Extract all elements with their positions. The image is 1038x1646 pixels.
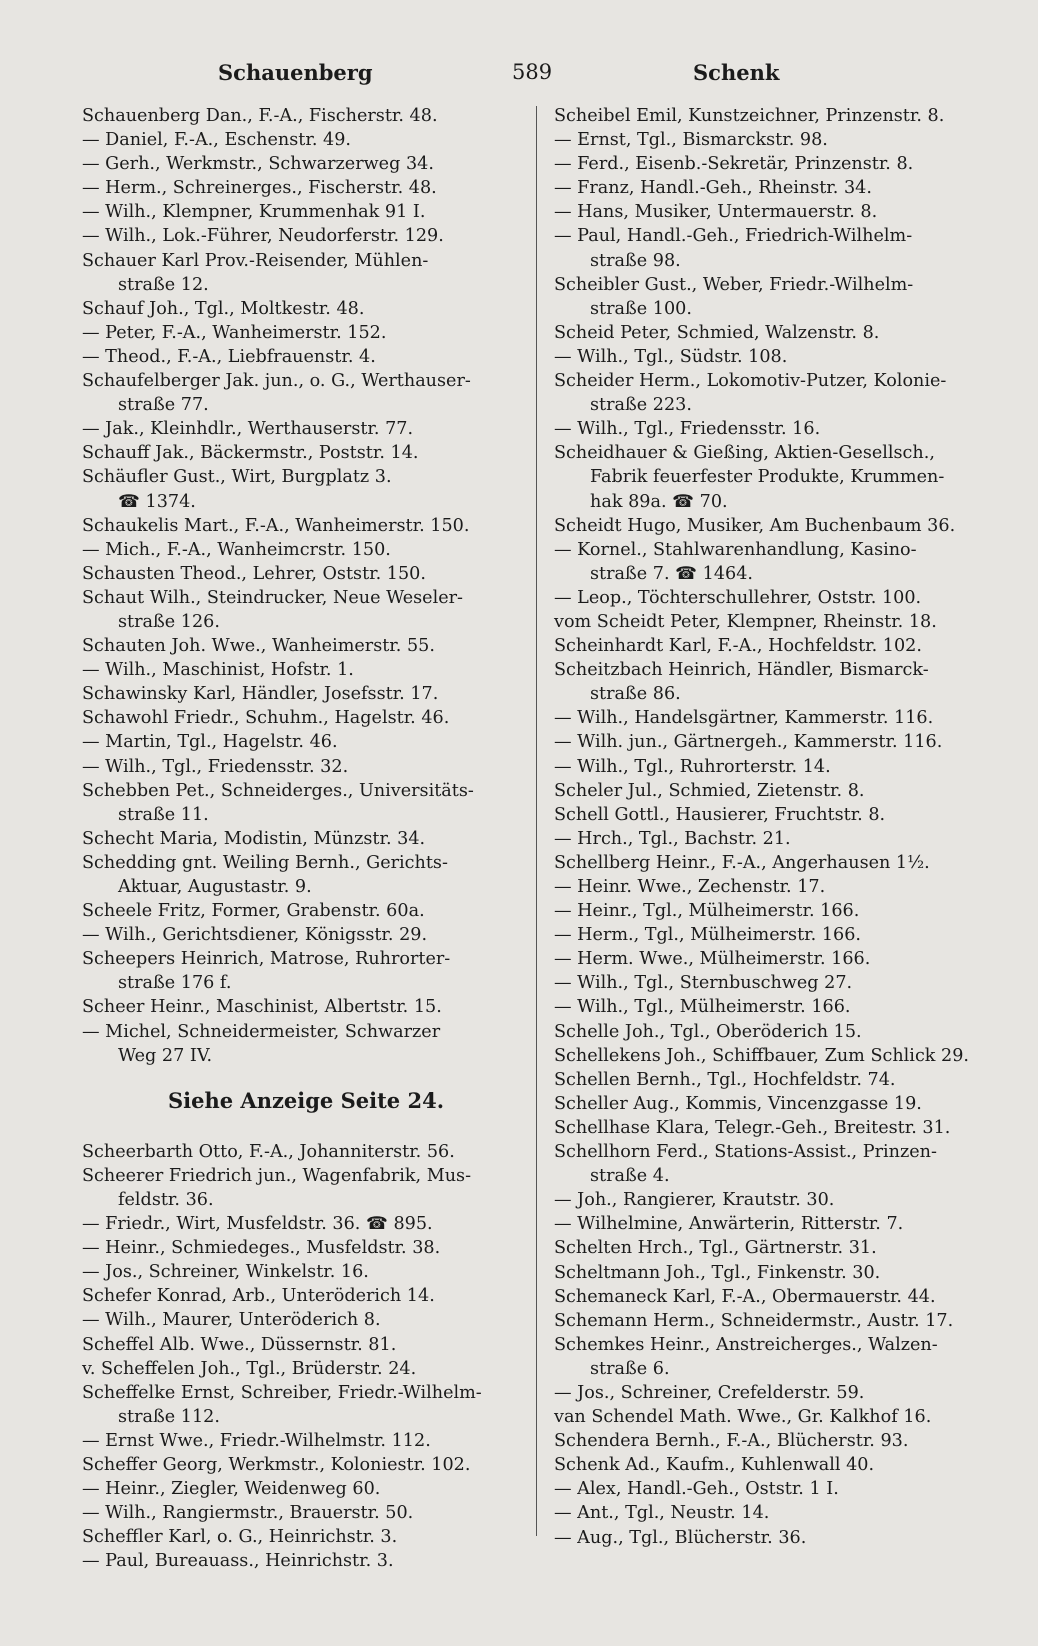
entry-continuation: straße 7. ☎ 1464. [590,563,754,584]
directory-entry: — Wilh., Tgl., Mülheimerstr. 166. [554,997,851,1018]
directory-entry: — Paul, Bureauass., Heinrichstr. 3. [82,1551,394,1572]
directory-entry: Schaufelberger Jak. jun., o. G., Werthauser- [82,371,471,392]
directory-entry: Schausten Theod., Lehrer, Oststr. 150. [82,563,426,584]
directory-entry: Schäufler Gust., Wirt, Burgplatz 3. [82,467,392,488]
directory-entry: Schecht Maria, Modistin, Münzstr. 34. [82,828,426,849]
directory-entry: Schebben Pet., Schneiderges., Universitäts- [82,780,474,801]
directory-entry: Schemann Herm., Schneidermstr., Austr. 17. [554,1310,954,1331]
directory-entry: — Hans, Musiker, Untermauerstr. 8. [554,202,878,223]
running-head-right: Schenk [693,60,780,85]
directory-entry: — Herm., Tgl., Mülheimerstr. 166. [554,925,861,946]
directory-entry: — Jos., Schreiner, Winkelstr. 16. [82,1262,369,1283]
directory-entry: Scheffer Georg, Werkmstr., Koloniestr. 102. [82,1454,471,1475]
entry-continuation: Fabrik feuerfester Produkte, Krummen- [590,467,945,488]
directory-entry: Scheid Peter, Schmied, Walzenstr. 8. [554,322,880,343]
directory-entry: — Wilh., Tgl., Südstr. 108. [554,346,788,367]
directory-entry: Schawinsky Karl, Händler, Josefsstr. 17. [82,684,439,705]
directory-entry: — Martin, Tgl., Hagelstr. 46. [82,732,338,753]
directory-entry: — Wilh., Maurer, Unteröderich 8. [82,1310,381,1331]
directory-entry: — Jak., Kleinhdlr., Werthauserstr. 77. [82,419,414,440]
directory-entry: Schefer Konrad, Arb., Unteröderich 14. [82,1286,435,1307]
directory-entry: Schellberg Heinr., F.-A., Angerhausen 1½. [554,852,930,873]
directory-entry: Scheltmann Joh., Tgl., Finkenstr. 30. [554,1262,881,1283]
directory-entry: Scheibler Gust., Weber, Friedr.-Wilhelm- [554,274,914,295]
directory-entry: Scheidt Hugo, Musiker, Am Buchenbaum 36. [554,515,956,536]
directory-entry: Scheider Herm., Lokomotiv-Putzer, Kolonie- [554,371,947,392]
directory-entry: — Wilh., Rangiermstr., Brauerstr. 50. [82,1503,414,1524]
directory-entry: Schemaneck Karl, F.-A., Obermauerstr. 44. [554,1286,936,1307]
directory-entry: — Kornel., Stahlwarenhandlung, Kasino- [554,539,917,560]
directory-entry: — Jos., Schreiner, Crefelderstr. 59. [554,1382,865,1403]
left-entries-continued [82,1140,530,1574]
entry-continuation: feldstr. 36. [118,1189,214,1210]
running-head-left: Schauenberg [218,60,373,85]
directory-entry: vom Scheidt Peter, Klempner, Rheinstr. 18. [554,611,937,632]
directory-entry: — Theod., F.-A., Liebfrauenstr. 4. [82,346,376,367]
directory-entry: — Wilh., Maschinist, Hofstr. 1. [82,660,354,681]
entry-continuation: Aktuar, Augustastr. 9. [118,877,312,897]
directory-entry: — Heinr., Schmiedeges., Musfeldstr. 38. [82,1238,441,1259]
directory-entry: Schellekens Joh., Schiffbauer, Zum Schlick 29. [554,1045,970,1066]
directory-entry: — Michel, Schneidermeister, Schwarzer [82,1021,441,1042]
entry-continuation: straße 176 f. [118,973,232,994]
directory-entry: Schellhase Klara, Telegr.-Geh., Breitestr. 31. [554,1117,951,1138]
entry-continuation: straße 86. [590,684,681,705]
entry-continuation: straße 12. [118,274,209,295]
directory-entry: — Wilh., Tgl., Ruhrorterstr. 14. [554,756,831,777]
directory-entry: — Friedr., Wirt, Musfeldstr. 36. ☎ 895. [82,1214,433,1235]
column-divider [536,106,537,1536]
directory-entry: Schauer Karl Prov.-Reisender, Mühlen- [82,250,429,271]
entry-continuation: straße 223. [590,395,692,416]
directory-entry: Schauf Joh., Tgl., Moltkestr. 48. [82,298,365,319]
directory-entry: — Aug., Tgl., Blücherstr. 36. [554,1527,807,1548]
directory-entry: Scheitzbach Heinrich, Händler, Bismarck- [554,660,929,681]
directory-entry: Scheer Heinr., Maschinist, Albertstr. 15. [82,997,442,1018]
directory-entry: Scheller Aug., Kommis, Vincenzgasse 19. [554,1093,922,1114]
directory-entry: Schaut Wilh., Steindrucker, Neue Weseler- [82,587,463,608]
entry-continuation: straße 100. [590,298,692,319]
entry-continuation: straße 77. [118,395,209,416]
directory-entry: Scheffelke Ernst, Schreiber, Friedr.-Wilhelm- [82,1382,482,1403]
directory-entry: — Wilh., Tgl., Sternbuschweg 27. [554,973,853,994]
directory-entry: — Ferd., Eisenb.-Sekretär, Prinzenstr. 8. [554,154,914,175]
directory-entry: — Leop., Töchterschullehrer, Oststr. 100. [554,587,922,608]
directory-entry: — Heinr. Wwe., Zechenstr. 17. [554,877,826,897]
directory-entry: Scheerbarth Otto, F.-A., Johanniterstr. 56. [82,1141,455,1162]
directory-entry: — Wilh., Lok.-Führer, Neudorferstr. 129. [82,226,444,247]
directory-entry: Schendera Bernh., F.-A., Blücherstr. 93. [554,1431,909,1452]
directory-entry: — Wilh., Handelsgärtner, Kammerstr. 116. [554,708,934,729]
directory-entry: Schellen Bernh., Tgl., Hochfeldstr. 74. [554,1069,896,1090]
directory-entry: Schelle Joh., Tgl., Oberöderich 15. [554,1021,862,1042]
directory-entry: — Joh., Rangierer, Krautstr. 30. [554,1190,835,1211]
directory-entry: van Schendel Math. Wwe., Gr. Kalkhof 16. [554,1407,932,1428]
directory-entry: Schawohl Friedr., Schuhm., Hagelstr. 46. [82,708,450,729]
directory-entry: — Heinr., Ziegler, Weidenweg 60. [82,1479,381,1500]
directory-entry: Schell Gottl., Hausierer, Fruchtstr. 8. [554,804,886,825]
right-entries [554,104,1002,1550]
directory-entry: — Peter, F.-A., Wanheimerstr. 152. [82,322,387,343]
entry-continuation: Weg 27 IV. [118,1045,213,1066]
directory-entry: — Ernst Wwe., Friedr.-Wilhelmstr. 112. [82,1430,431,1451]
directory-entry: — Franz, Handl.-Geh., Rheinstr. 34. [554,178,872,199]
directory-entry: Schenk Ad., Kaufm., Kuhlenwall 40. [554,1455,875,1476]
directory-entry: Schaukelis Mart., F.-A., Wanheimerstr. 150. [82,515,470,536]
directory-entry: Scheepers Heinrich, Matrose, Ruhrorter- [82,949,451,970]
directory-entry: Scheele Fritz, Former, Grabenstr. 60a. [82,901,425,922]
directory-entry: — Paul, Handl.-Geh., Friedrich-Wilhelm- [554,226,913,247]
entry-continuation: straße 11. [118,804,209,825]
directory-entry: Scheidhauer & Gießing, Aktien-Gesellsch., [554,443,935,464]
directory-entry: Schedding gnt. Weiling Bernh., Gerichts- [82,852,448,873]
directory-entry: — Wilh., Tgl., Friedensstr. 16. [554,419,821,440]
directory-entry: — Daniel, F.-A., Eschenstr. 49. [82,130,351,151]
entry-continuation: straße 6. [590,1358,670,1379]
entry-continuation: ☎ 1374. [118,491,196,512]
advert-notice: Siehe Anzeige Seite 24. [167,1087,445,1113]
directory-entry: — Gerh., Werkmstr., Schwarzerweg 34. [82,154,434,175]
left-entries [82,104,530,1068]
directory-entry: Scheerer Friedrich jun., Wagenfabrik, Mus- [82,1165,472,1186]
entry-continuation: straße 112. [118,1406,220,1427]
directory-entry: — Ant., Tgl., Neustr. 14. [554,1503,770,1524]
directory-entry: Schelten Hrch., Tgl., Gärtnerstr. 31. [554,1238,877,1259]
left-column [82,104,530,1573]
directory-entry: Schauten Joh. Wwe., Wanheimerstr. 55. [82,636,435,657]
directory-entry: Schauff Jak., Bäckermstr., Poststr. 14. [82,443,419,464]
right-column [554,104,1002,1550]
entry-continuation: straße 4. [590,1166,670,1187]
directory-entry: — Ernst, Tgl., Bismarckstr. 98. [554,130,828,151]
directory-entry: — Mich., F.-A., Wanheimcrstr. 150. [82,539,391,560]
directory-entry: — Heinr., Tgl., Mülheimerstr. 166. [554,901,860,922]
entry-continuation: hak 89a. ☎ 70. [590,491,728,512]
directory-entry: — Wilh., Klempner, Krummenhak 91 I. [82,202,426,223]
directory-entry: Scheinhardt Karl, F.-A., Hochfeldstr. 102. [554,636,922,657]
directory-entry: Schemkes Heinr., Anstreicherges., Walzen- [554,1334,938,1355]
directory-entry: Scheibel Emil, Kunstzeichner, Prinzenstr. 8. [554,106,945,126]
page-number: 589 [512,60,553,84]
directory-entry: — Wilh., Tgl., Friedensstr. 32. [82,756,349,777]
directory-entry: — Wilhelmine, Anwärterin, Ritterstr. 7. [554,1214,904,1235]
directory-entry: Scheffel Alb. Wwe., Düssernstr. 81. [82,1334,397,1355]
directory-entry: — Alex, Handl.-Geh., Oststr. 1 I. [554,1479,839,1500]
directory-entry: Schellhorn Ferd., Stations-Assist., Prinzen- [554,1142,937,1163]
entry-continuation: straße 98. [590,250,681,271]
directory-entry: Scheler Jul., Schmied, Zietenstr. 8. [554,780,865,801]
directory-entry: Schauenberg Dan., F.-A., Fischerstr. 48. [82,106,438,126]
directory-entry: Scheffler Karl, o. G., Heinrichstr. 3. [82,1527,398,1548]
directory-entry: — Herm., Schreinerges., Fischerstr. 48. [82,178,437,199]
directory-entry: — Wilh. jun., Gärtnergeh., Kammerstr. 116. [554,732,943,753]
entry-continuation: straße 126. [118,611,220,632]
directory-entry: v. Scheffelen Joh., Tgl., Brüderstr. 24. [82,1358,417,1379]
directory-entry: — Wilh., Gerichtsdiener, Königsstr. 29. [82,925,428,946]
directory-entry: — Herm. Wwe., Mülheimerstr. 166. [554,949,871,970]
directory-entry: — Hrch., Tgl., Bachstr. 21. [554,828,791,849]
